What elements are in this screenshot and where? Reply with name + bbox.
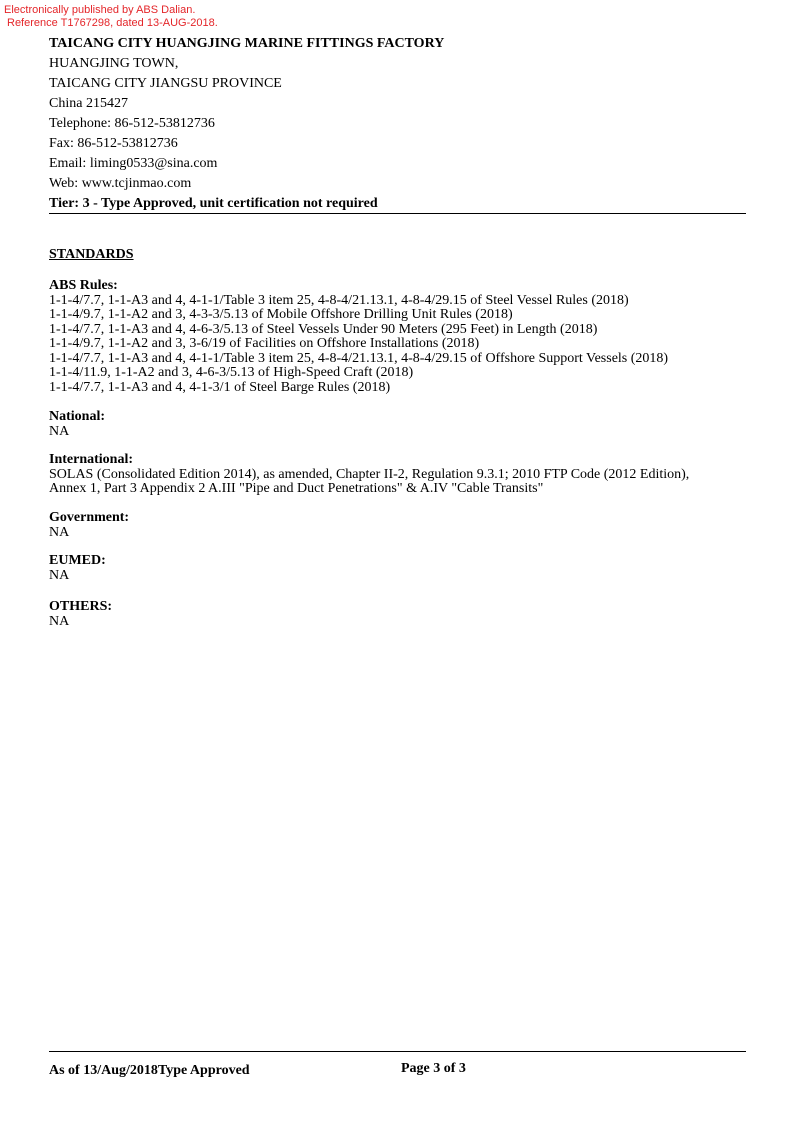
footer-left [49,1063,250,1079]
international-line-1: SOLAS (Consolidated Edition 2014), as amended, Chapter II-2, Regulation 9.3.1; 2010 FTP Code (2012 Edition), [49,466,690,482]
page-number: Page 3 of 3 [401,1061,466,1076]
email: Email: liming0533@sina.com [49,156,218,171]
national-value: NA [49,423,70,439]
national-section [49,410,746,439]
eumed-value: NA [49,567,70,583]
others-value: NA [49,613,70,629]
stamp-line-2: Reference T1767298, dated 13-AUG-2018. [7,17,218,29]
footer-status: Type Approved [157,1063,250,1078]
international-heading: International: [49,452,133,467]
stamp-line-1: Electronically published by ABS Dalian. [4,4,196,16]
website: Web: www.tcjinmao.com [49,176,192,191]
abs-rule-item: 1-1-4/7.7, 1-1-A3 and 4, 4-6-3/5.13 of Steel Vessels Under 90 Meters (295 Feet) in Length (2018) [49,321,598,337]
telephone: Telephone: 86-512-53812736 [49,116,215,131]
eumed-heading: EUMED: [49,553,106,568]
abs-rules-heading: ABS Rules: [49,278,118,293]
tier-statement: Tier: 3 - Type Approved, unit certification not required [49,196,378,211]
abs-rule-item: 1-1-4/9.7, 1-1-A2 and 3, 4-3-3/5.13 of Mobile Offshore Drilling Unit Rules (2018) [49,307,513,322]
government-value: NA [49,524,70,540]
abs-rule-item: 1-1-4/7.7, 1-1-A3 and 4, 4-1-3/1 of Steel Barge Rules (2018) [49,379,391,395]
abs-rule-item: 1-1-4/11.9, 1-1-A2 and 3, 4-6-3/5.13 of High-Speed Craft (2018) [49,365,414,380]
international-line-2: Annex 1, Part 3 Appendix 2 A.III "Pipe and Duct Penetrations" & A.IV "Cable Transits" [49,481,544,496]
abs-rule-item: 1-1-4/9.7, 1-1-A2 and 3, 3-6/19 of Facilities on Offshore Installations (2018) [49,336,480,351]
address-line-1: HUANGJING TOWN, [49,56,179,71]
publication-stamp [4,4,218,30]
national-heading: National: [49,409,105,424]
standards-title: STANDARDS [49,247,134,262]
footer-divider [49,1051,746,1052]
country-postal: China 215427 [49,96,128,111]
header-divider [49,213,746,214]
others-heading: OTHERS: [49,599,113,614]
eumed-section [49,554,746,583]
international-section [49,453,746,497]
company-block [49,34,746,214]
others-section [49,600,746,629]
fax: Fax: 86-512-53812736 [49,136,178,151]
government-section [49,511,746,540]
abs-rules-section [49,279,746,395]
government-heading: Government: [49,510,130,525]
abs-rule-item: 1-1-4/7.7, 1-1-A3 and 4, 4-1-1/Table 3 item 25, 4-8-4/21.13.1, 4-8-4/29.15 of Offshore Support Vessels (2018) [49,350,669,366]
company-name: TAICANG CITY HUANGJING MARINE FITTINGS FACTORY [49,36,445,51]
abs-rule-item: 1-1-4/7.7, 1-1-A3 and 4, 4-1-1/Table 3 item 25, 4-8-4/21.13.1, 4-8-4/29.15 of Steel Vessel Rules (2018) [49,292,629,308]
footer-as-of: As of 13/Aug/2018 [49,1063,158,1078]
address-line-2: TAICANG CITY JIANGSU PROVINCE [49,76,282,91]
